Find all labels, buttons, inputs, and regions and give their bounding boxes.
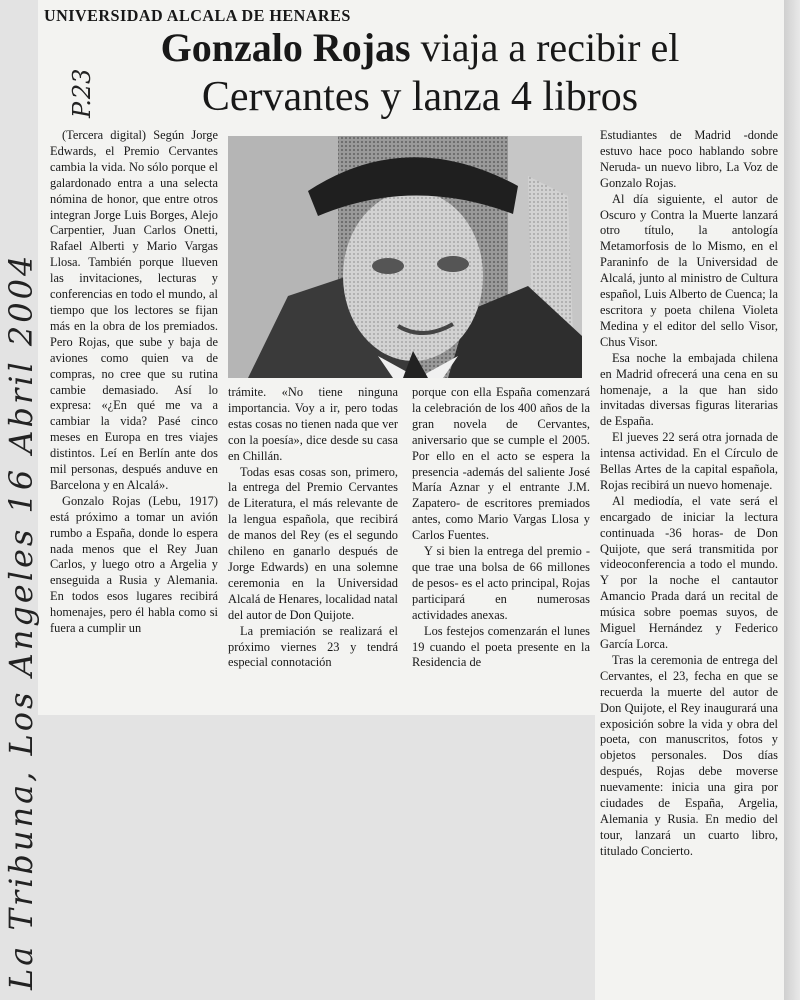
paragraph: porque con ella España comenzará la celebración de los 400 años de la gran novela de Cervantes, aniversario que se cumple el 2005. Por ello en el acto se espera la presencia -además del saliente José María Aznar y el entrante J.M. Zapatero- de escritores premiados antes, como Mario Vargas Llosa y Carlos Fuentes. [412, 385, 590, 543]
portrait-photo [228, 136, 582, 378]
section-heading: UNIVERSIDAD ALCALA DE HENARES [44, 6, 351, 25]
article-column-1 [50, 128, 218, 637]
paragraph: (Tercera digital) Según Jorge Edwards, el Premio Cervantes cambia la vida. No sólo porque el galardonado entra a una selecta nómina de honor, que entre otros integran Jorge Luis Borges, Alejo Carpentier, Juan Carlos Onetti, Rafael Alberti y Mario Vargas Llosa. También porque llueven las invitaciones, lecturas y conferencias en todo el mundo, al tiempo que los lectores se fijan más en la obra de los premiados. Pero Rojas, que sube y baja de aviones como quien va de compras, no cree que su rutina cambie demasiado. Así lo expresa: «¿En qué me va a cambiar la vida? Pasé cinco meses en Europa en tres viajes distintos. Leí en Berlín ante dos mil personas, después anduve en Barcelona y en Alcalá». [50, 128, 218, 492]
headline [100, 26, 740, 120]
headline-line-2: Cervantes y lanza 4 libros [201, 74, 639, 120]
paragraph: Gonzalo Rojas (Lebu, 1917) está próximo a tomar un avión rumbo a España, donde lo espera nada menos que el Rey Juan Carlos, y luego otro a Argelia y enseguida a Rusia y Alemania. En todos esos lugares recibirá homenajes, pero él habla como si fuera a cumplir un [50, 493, 218, 636]
paragraph: trámite. «No tiene ninguna importancia. Voy a ir, pero todas estas cosas no tienen nada que ver con la poesía», dice desde su casa en Chillán. [228, 385, 398, 463]
paragraph: Tras la ceremonia de entrega del Cervantes, el 23, fecha en que se recuerda la muerte del autor de Don Quijote, el Rey inaugurará una exposición sobre la vida y obra del poeta, con manuscritos, fotos y objetos personales. Dos días después, Rojas debe moverse nuevamente: inicia una gira por ciudades de España, Argelia, Alemania y Rusia. En medio del tour, lanzará un cuarto libro, titulado Concierto. [600, 652, 778, 858]
paragraph: Esa noche la embajada chilena en Madrid ofrecerá una cena en su homenaje, a la que han sido invitadas diversas figuras literarias de España. [600, 350, 778, 429]
article-column-4 [600, 128, 778, 860]
paragraph: Y si bien la entrega del premio -que trae una bolsa de 66 millones de pesos- es el acto principal, Rojas participará en numerosas actividades anexas. [412, 544, 590, 622]
article-column-2 [228, 385, 398, 671]
handwritten-source-note: La Tribuna, Los Angeles 16 Abril 2004 [2, 252, 40, 990]
handwritten-page-number: P.23 [68, 68, 96, 118]
portrait-photo-image [228, 136, 582, 378]
paragraph: Estudiantes de Madrid -donde estuvo hace poco hablando sobre Neruda- un nuevo libro, La Voz de Gonzalo Rojas. [600, 128, 778, 190]
headline-line-1-rest: viaja a recibir el [410, 25, 680, 70]
paragraph: Al día siguiente, el autor de Oscuro y Contra la Muerte lanzará otro título, la antología Metamorfosis de lo Mismo, en el Paraninfo de la Universidad de Alcalá, junto al ministro de Cultura español, Luis Alberto de Cuenca; la escritora y poeta chilena Violeta Medina y el editor del sello Visor, Chus Visor. [600, 191, 778, 349]
paragraph: La premiación se realizará el próximo viernes 23 y tendrá especial connotación [228, 623, 398, 670]
paragraph: Todas esas cosas son, primero, la entrega del Premio Cervantes de Literatura, el más relevante de la lengua española, que recibirá de manos del Rey (es el segundo chileno en ganarlo después de Jorge Edwards) en una solemne ceremonia en la Universidad Alcalá de Henares, localidad natal del autor de Don Quijote. [228, 464, 398, 622]
paragraph: Los festejos comenzarán el lunes 19 cuando el poeta presente en la Residencia de [412, 623, 590, 670]
article-column-3 [412, 385, 590, 671]
headline-line-1 [100, 26, 740, 70]
paragraph: Al mediodía, el vate será el encargado de iniciar la lectura continuada -36 horas- de Don Quijote, que será transmitida por videoconferencia a todo el mundo. Y por la noche el cantautor Amancio Prada dará un recital de música sobre poemas suyos, de Miguel Hernández y Federico García Lorca. [600, 493, 778, 651]
headline-name: Gonzalo Rojas [160, 25, 411, 70]
page-edge-shadow [784, 0, 800, 1000]
paragraph: El jueves 22 será otra jornada de intensa actividad. En el Círculo de Bellas Artes de la capital española, Rojas recibirá un nuevo homenaje. [600, 430, 778, 492]
